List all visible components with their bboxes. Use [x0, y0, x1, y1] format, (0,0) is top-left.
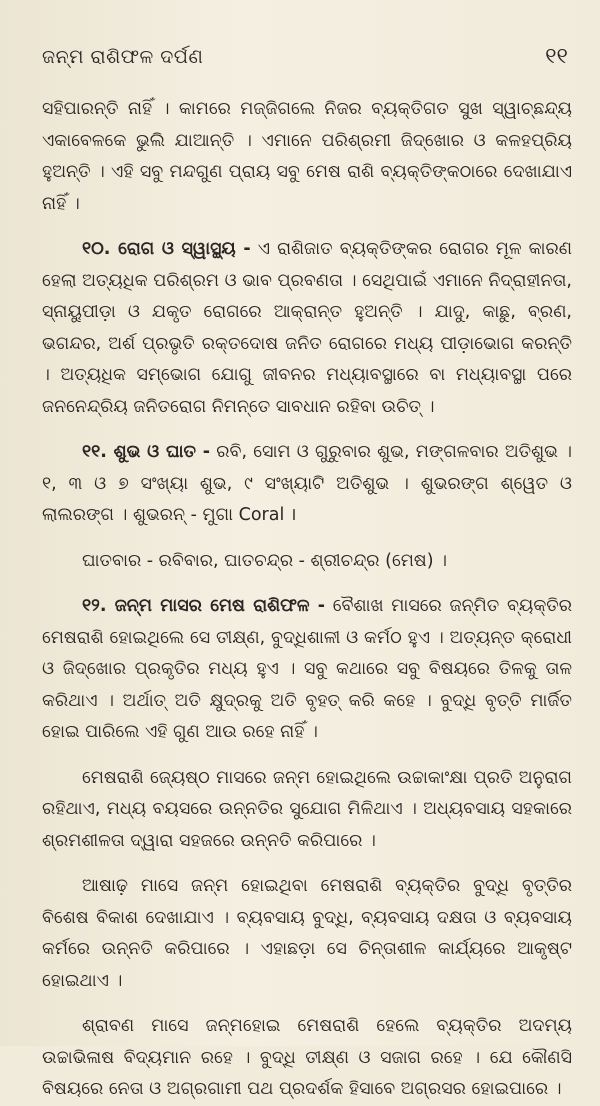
paragraph: [42, 871, 572, 997]
paragraph-text: ସହିପାରନ୍ତି ନାହିଁ । କାମରେ ମଜ୍ଜିଗଲେ ନିଜର ବ୍ୟକ୍ତିଗତ ସୁଖ ସ୍ୱାଚ୍ଛନ୍ଦ୍ୟ ଏକାବେଳକେ ଭୁଲି ଯାଆନ୍ତି । ଏମାନେ ପରିଶ୍ରମୀ ଜିଦ୍‌ଖୋର ଓ କଳହପ୍ରିୟ ହୁଅନ୍ତି । ଏହି ସବୁ ମନ୍ଦଗୁଣ ପ୍ରାୟ ସବୁ ମେଷ ରାଶି ବ୍ୟକ୍ତିଙ୍କଠାରେ ଦେଖାଯାଏ ନାହିଁ ।: [42, 99, 572, 214]
paragraph-text: ଆଷାଢ଼ ମାସେ ଜନ୍ମ ହୋଇଥିବା ମେଷରାଶି ବ୍ୟକ୍ତିର ବୁଦ୍ଧି ବୃତ୍ତିର ବିଶେଷ ବିକାଶ ଦେଖାଯାଏ । ବ୍ୟବସାୟ ବୁଦ୍ଧି, ବ୍ୟବସାୟ ଦକ୍ଷତା ଓ ବ୍ୟବସାୟ କର୍ମରେ ଉନ୍ନତି କରିପାରେ । ଏହାଛଡ଼ା ସେ ଚିନ୍ତାଶୀଳ କାର୍ଯ୍ୟରେ ଆକୃଷ୍ଟ ହୋଇଥାଏ ।: [42, 876, 572, 991]
paragraph: [42, 1011, 572, 1106]
page-body: [42, 94, 572, 1106]
paragraph-text: ରବି, ସୋମ ଓ ଗୁରୁବାର ଶୁଭ, ମଙ୍ଗଳବାର ଅତିଶୁଭ । ୧, ୩ ଓ ୭ ସଂଖ୍ୟା ଶୁଭ, ୯ ସଂଖ୍ୟାଟି ଅତିଶୁଭ । ଶୁଭରଙ୍ଗ ଶ୍ୱେତ ଓ ଲାଲରଙ୍ଗ । ଶୁଭରନ୍ - ମୁଗା Coral ।: [42, 442, 572, 525]
section-11-paragraph: [42, 437, 572, 532]
page-number: ୧୧: [545, 44, 568, 69]
paragraph-text: ଶ୍ରାବଣ ମାସେ ଜନ୍ମହୋଇ ମେଷରାଶି ହେଲେ ବ୍ୟକ୍ତିର ଅଦମ୍ୟ ଉଚ୍ଚାଭିଳାଷ ବିଦ୍ୟମାନ ରହେ । ବୁଦ୍ଧି ତୀକ୍ଷ୍ଣ ଓ ସଜାଗ ରହେ । ଯେ କୌଣସି ବିଷୟରେ ନେତା ଓ ଅଗ୍ରଗାମୀ ପଥ ପ୍ରଦର୍ଶକ ହିସାବେ ଅଗ୍ରସର ହୋଇପାରେ ।: [42, 1016, 572, 1099]
section-12-paragraph: [42, 591, 572, 749]
section-heading: ୧୧. ଶୁଭ ଓ ଘାତ -: [82, 442, 211, 462]
section-10-paragraph: [42, 234, 572, 423]
paragraph-text: ଏ ରାଶିଜାତ ବ୍ୟକ୍ତିଙ୍କର ରୋଗର ମୂଳ କାରଣ ହେଲା ଅତ୍ୟଧିକ ପରିଶ୍ରମ ଓ ଭାବ ପ୍ରବଣତା । ସେଥିପାଇଁ ଏମାନେ ନିଦ୍ରାହୀନତା, ସ୍ନାୟୁପୀଡ଼ା ଓ ଯକୃତ ରୋଗରେ ଆକ୍ରାନ୍ତ ହୁଅନ୍ତି । ଯାଦୁ, କାଛୁ, ବ୍ରଣ, ଭଗନ୍ଦର, ଅର୍ଶ ପ୍ରଭୃତି ରକ୍ତଦୋଷ ଜନିତ ରୋଗରେ ମଧ୍ୟ ପୀଡ଼ାଭୋଗ କରନ୍ତି । ଅତ୍ୟଧିକ ସମ୍ଭୋଗ ଯୋଗୁ ଜୀବନର ମଧ୍ୟାବସ୍ଥାରେ ବା ମଧ୍ୟାବସ୍ଥା ପରେ ଜନନେନ୍ଦ୍ରିୟ ଜନିତରୋଗ ନିମନ୍ତେ ସାବଧାନ ରହିବା ଉଚିତ୍ ।: [42, 239, 572, 417]
paragraph: [42, 546, 572, 578]
paragraph-text: ବୈଶାଖ ମାସରେ ଜନ୍ମିତ ବ୍ୟକ୍ତିର ମେଷରାଶି ହୋଇଥିଲେ ସେ ତୀକ୍ଷ୍ଣ, ବୁଦ୍ଧିଶାଳୀ ଓ କର୍ମଠ ହୁଏ । ଅତ୍ୟନ୍ତ କ୍ରୋଧୀ ଓ ଜିଦ୍‌ଖୋର ପ୍ରକୃତିର ମଧ୍ୟ ହୁଏ । ସବୁ କଥାରେ ସବୁ ବିଷୟରେ ତିଳକୁ ତାଳ କରିଥାଏ । ଅର୍ଥାତ୍ ଅତି କ୍ଷୁଦ୍ରକୁ ଅତି ବୃହତ୍ କରି କହେ । ବୁଦ୍ଧି ବୃତ୍ତି ମାର୍ଜିତ ହୋଇ ପାରିଲେ ଏହି ଗୁଣ ଆଉ ରହେ ନାହିଁ ।: [42, 596, 573, 742]
paragraph: [42, 763, 572, 858]
paragraph: [42, 94, 572, 220]
running-title: ଜନ୍ମ ରାଶିଫଳ ଦର୍ପଣ: [42, 46, 204, 68]
paragraph-text: ଘାତବାର - ରବିବାର, ଘାତଚନ୍ଦ୍ର - ଶ୍ରୀଚନ୍ଦ୍ର (ମେଷ) ।: [82, 550, 447, 571]
paragraph-text: ମେଷରାଶି ଜ୍ୟେଷ୍ଠ ମାସରେ ଜନ୍ମ ହୋଇଥିଲେ ଉଚ୍ଚାକାଂକ୍ଷା ପ୍ରତି ଅନୁରାଗ ରହିଥାଏ, ମଧ୍ୟ ବୟସରେ ଉନ୍ନତିର ସୁଯୋଗ ମିଳିଥାଏ । ଅଧ୍ୟବସାୟ ସହକାରେ ଶ୍ରମଶୀଳତା ଦ୍ୱାରା ସହଜରେ ଉନ୍ନତି କରିପାରେ ।: [42, 767, 572, 851]
section-heading: ୧୨. ଜନ୍ମ ମାସର ମେଷ ରାଶିଫଳ -: [82, 596, 326, 616]
page-header: [42, 44, 572, 94]
section-heading: ୧୦. ରୋଗ ଓ ସ୍ୱାସ୍ଥ୍ୟ -: [82, 239, 251, 259]
